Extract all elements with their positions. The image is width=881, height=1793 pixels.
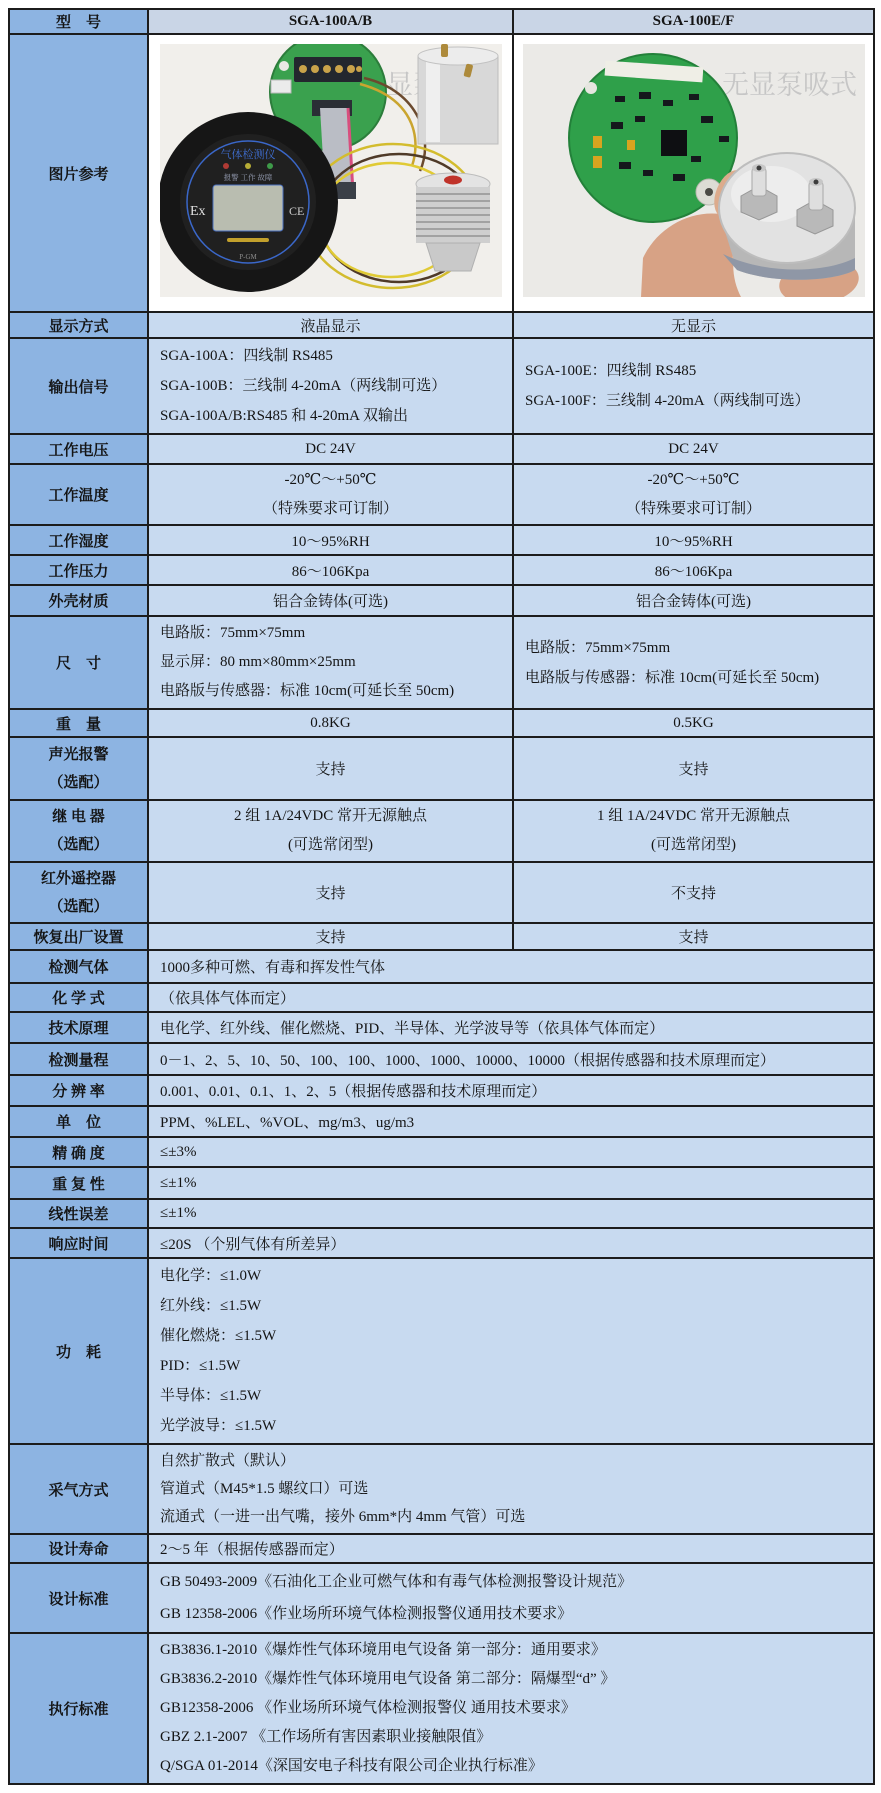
row-label: 线性误差	[9, 1199, 148, 1228]
led-alarm	[223, 163, 229, 169]
table-row	[9, 585, 874, 616]
spec-line: SGA-100A/B:RS485 和 4-20mA 双输出	[160, 408, 408, 424]
spec-line: GB3836.2-2010《爆炸性气体环境用电气设备 第二部分：隔爆型“d” 》	[160, 1671, 616, 1687]
spec-line: 催化燃烧：≤1.5W	[160, 1328, 277, 1344]
table-row	[9, 1199, 874, 1228]
spec-cell-b	[513, 800, 874, 862]
table-row	[9, 434, 874, 464]
spec-cell-b: 0.5KG	[513, 709, 874, 737]
spec-cell-a	[148, 464, 513, 525]
table-header-row	[9, 9, 874, 34]
spec-cell-a: 0.8KG	[148, 709, 513, 737]
row-label: 响应时间	[9, 1228, 148, 1258]
table-row	[9, 464, 874, 525]
spec-line: GBZ 2.1-2007 《工作场所有害因素职业接触限值》	[160, 1729, 492, 1745]
row-label: 显示方式	[9, 312, 148, 338]
spec-cell-a	[148, 800, 513, 862]
pump-cylinder-graphic	[418, 44, 498, 144]
table-row	[9, 1633, 874, 1784]
spec-cell-b: 支持	[513, 923, 874, 950]
table-row	[9, 338, 874, 434]
row-label: 检测量程	[9, 1043, 148, 1075]
spec-cell-a: 支持	[148, 737, 513, 800]
row-label: 单 位	[9, 1106, 148, 1137]
ce-mark-text: CE	[288, 204, 304, 218]
row-label-line: 红外遥控器	[40, 870, 116, 887]
spec-cell-full: ≤±3%	[148, 1137, 874, 1167]
spec-line: SGA-100F：三线制 4-20mA（两线制可选）	[525, 393, 810, 409]
spec-cell-full: 1000多种可燃、有毒和挥发性气体	[148, 950, 874, 983]
spec-cell-full: 电化学、红外线、催化燃烧、PID、半导体、光学波导等（依具体气体而定）	[148, 1012, 874, 1043]
spec-cell-full: （依具体气体而定）	[148, 983, 874, 1012]
spec-cell-a: 液晶显示	[148, 312, 513, 338]
spec-line: (可选常闭型)	[288, 837, 373, 853]
spec-line: GB 12358-2006《作业场所环境气体检测报警仪通用技术要求》	[160, 1606, 573, 1622]
table-row	[9, 312, 874, 338]
table-row	[9, 1563, 874, 1633]
spec-line: 电路版：75mm×75mm	[525, 639, 671, 656]
table-row	[9, 1444, 874, 1534]
row-label-line: 声光报警	[48, 746, 109, 763]
spec-cell-b: 86～106Kpa	[513, 555, 874, 585]
spec-cell-full: ≤20S （个别气体有所差异）	[148, 1228, 874, 1258]
table-row	[9, 525, 874, 555]
row-label	[9, 800, 148, 862]
spec-cell-b: 支持	[513, 737, 874, 800]
row-label: 分 辨 率	[9, 1075, 148, 1106]
spec-cell-a	[148, 616, 513, 709]
spec-line: 半导体：≤1.5W	[160, 1388, 262, 1404]
spec-line: SGA-100A：四线制 RS485	[160, 348, 333, 364]
chip-graphic	[661, 130, 687, 156]
row-label: 技术原理	[9, 1012, 148, 1043]
spec-line: 流通式（一进一出气嘴，接外 6mm*内 4mm 气管）可选	[160, 1509, 526, 1525]
table-row	[9, 737, 874, 800]
spec-cell-full: PPM、%LEL、%VOL、mg/m3、ug/m3	[148, 1106, 874, 1137]
photo-left-illustration	[160, 44, 502, 297]
table-row	[9, 862, 874, 923]
table-row	[9, 983, 874, 1012]
led-fault	[267, 163, 273, 169]
spec-line: GB 50493-2009《石油化工企业可燃气体和有毒气体检测报警设计规范》	[160, 1574, 633, 1590]
image-row	[9, 34, 874, 312]
device-title-text: 气体检测仪	[220, 149, 275, 161]
spec-cell-b: 无显示	[513, 312, 874, 338]
spec-cell-full: 2～5 年（根据传感器而定）	[148, 1534, 874, 1563]
table-row	[9, 1106, 874, 1137]
sensor-cylinder-graphic	[719, 153, 855, 280]
spec-cell-b: DC 24V	[513, 434, 874, 464]
row-label: 执行标准	[9, 1633, 148, 1784]
row-label: 功 耗	[9, 1258, 148, 1444]
spec-cell-a: 10～95%RH	[148, 525, 513, 555]
row-label: 重 量	[9, 709, 148, 737]
spec-cell-b	[513, 616, 874, 709]
spec-cell-full	[148, 1633, 874, 1784]
row-label-images: 图片参考	[9, 34, 148, 312]
table-row	[9, 616, 874, 709]
row-label: 重 复 性	[9, 1167, 148, 1199]
spec-cell-a: 支持	[148, 923, 513, 950]
table-row	[9, 1258, 874, 1444]
spec-line: 1 组 1A/24VDC 常开无源触点	[597, 808, 790, 824]
table-row	[9, 1137, 874, 1167]
row-label: 尺 寸	[9, 616, 148, 709]
row-label: 输出信号	[9, 338, 148, 434]
spec-line: GB3836.1-2010《爆炸性气体环境用电气设备 第一部分：通用要求》	[160, 1642, 606, 1658]
row-label: 设计寿命	[9, 1534, 148, 1563]
row-label: 工作温度	[9, 464, 148, 525]
spec-cell-a: 支持	[148, 862, 513, 923]
spec-line: （特殊要求可订制）	[262, 500, 398, 517]
row-label-line: （选配）	[48, 774, 109, 791]
table-row	[9, 1534, 874, 1563]
spec-line: 红外线：≤1.5W	[160, 1298, 262, 1314]
spec-cell-a: 铝合金铸体(可选)	[148, 585, 513, 616]
table-row	[9, 1012, 874, 1043]
brand-strip	[227, 238, 269, 242]
pcb-graphic	[569, 54, 737, 222]
row-label: 工作压力	[9, 555, 148, 585]
ex-mark-text: Ex	[189, 204, 206, 219]
row-label	[9, 862, 148, 923]
detector-graphic	[160, 112, 338, 292]
row-label: 外壳材质	[9, 585, 148, 616]
row-label: 检测气体	[9, 950, 148, 983]
row-label: 化 学 式	[9, 983, 148, 1012]
spec-line: (可选常闭型)	[651, 837, 736, 853]
row-label: 采气方式	[9, 1444, 148, 1534]
table-row	[9, 1228, 874, 1258]
spec-line: 光学波导：≤1.5W	[160, 1418, 277, 1434]
spec-cell-a: 86～106Kpa	[148, 555, 513, 585]
spec-line: 显示屏：80 mm×80mm×25mm	[160, 654, 356, 670]
spec-line: 自然扩散式（默认）	[160, 1453, 296, 1469]
table-row	[9, 923, 874, 950]
spec-cell-b	[513, 464, 874, 525]
spec-line: 电路版：75mm×75mm	[160, 625, 306, 641]
row-label: 工作电压	[9, 434, 148, 464]
spec-cell-full	[148, 1563, 874, 1633]
header-model-a: SGA-100A/B	[148, 9, 513, 34]
spec-line: 电路版与传感器：标准 10cm(可延长至 50cm)	[525, 669, 820, 686]
spec-cell-full: 0－1、2、5、10、50、100、100、1000、1000、10000、10000（根据传感器和技术原理而定）	[148, 1043, 874, 1075]
spec-cell-a	[148, 338, 513, 434]
row-label: 恢复出厂设置	[9, 923, 148, 950]
spec-cell-b: 10～95%RH	[513, 525, 874, 555]
header-model-label: 型 号	[9, 9, 148, 34]
product-photo-sga100ef	[513, 34, 874, 312]
spec-line: GB12358-2006 《作业场所环境气体检测报警仪 通用技术要求》	[160, 1700, 576, 1716]
table-row	[9, 1043, 874, 1075]
table-row	[9, 800, 874, 862]
spec-cell-b: 不支持	[513, 862, 874, 923]
header-model-b: SGA-100E/F	[513, 9, 874, 34]
row-label-line: 继 电 器	[52, 809, 105, 825]
spec-line: 管道式（M45*1.5 螺纹口）可选	[160, 1481, 369, 1497]
watermark-text: 无显泵吸式	[721, 70, 857, 100]
table-row	[9, 555, 874, 585]
spec-cell-b: 铝合金铸体(可选)	[513, 585, 874, 616]
lcd-screen	[213, 185, 283, 231]
photo-right-illustration	[523, 44, 865, 297]
spec-line: SGA-100B：三线制 4-20mA（两线制可选）	[160, 378, 447, 394]
spec-line: PID：≤1.5W	[160, 1358, 241, 1374]
spec-line: 2 组 1A/24VDC 常开无源触点	[234, 808, 427, 824]
product-photo-sga100ab	[148, 34, 513, 312]
row-label: 设计标准	[9, 1563, 148, 1633]
table-row	[9, 1167, 874, 1199]
spec-line: 电路版与传感器：标准 10cm(可延长至 50cm)	[160, 683, 455, 699]
spec-cell-a: DC 24V	[148, 434, 513, 464]
table-row	[9, 950, 874, 983]
brass-nozzle	[441, 44, 448, 57]
table-row	[9, 709, 874, 737]
spec-line: 电化学：≤1.0W	[160, 1268, 262, 1284]
spec-cell-full	[148, 1444, 874, 1534]
table-row	[9, 1075, 874, 1106]
spec-cell-full: ≤±1%	[148, 1167, 874, 1199]
row-label-line: （选配）	[48, 898, 109, 915]
spec-cell-full	[148, 1258, 874, 1444]
spec-cell-full: 0.001、0.01、0.1、1、2、5（根据传感器和技术原理而定）	[148, 1075, 874, 1106]
spec-line: Q/SGA 01-2014《深国安电子科技有限公司企业执行标准》	[160, 1758, 543, 1774]
row-label-line: （选配）	[48, 837, 109, 853]
led-labels-text: 报警 工作 故障	[223, 173, 272, 182]
spec-cell-b	[513, 338, 874, 434]
row-label: 精 确 度	[9, 1137, 148, 1167]
spec-table	[8, 8, 875, 1785]
spec-cell-full: ≤±1%	[148, 1199, 874, 1228]
pgm-text: P-GM	[238, 253, 257, 261]
red-dot	[444, 176, 462, 185]
row-label: 工作湿度	[9, 525, 148, 555]
spec-line: SGA-100E：四线制 RS485	[525, 363, 697, 379]
row-label	[9, 737, 148, 800]
spec-line: （特殊要求可订制）	[625, 500, 761, 517]
spec-line: -20℃～+50℃	[284, 471, 377, 488]
spec-line: -20℃～+50℃	[647, 471, 740, 488]
led-work	[245, 163, 251, 169]
